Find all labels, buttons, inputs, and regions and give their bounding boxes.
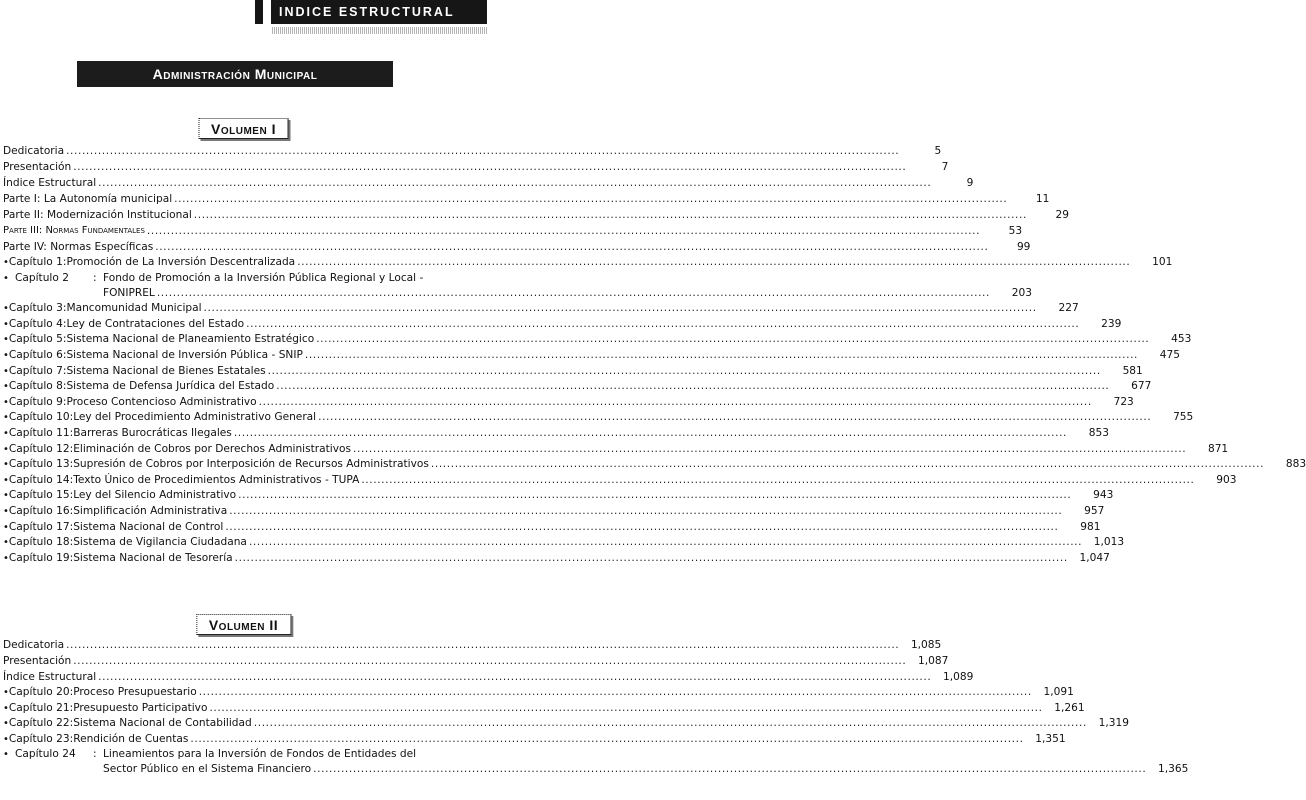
chapter-label: Capítulo 23 [8,732,70,745]
chapter-colon: : [62,333,67,346]
dot-leader [238,488,1071,504]
toc-entry-page: 7 [941,161,949,173]
chapter-page: 475 [1159,348,1181,361]
chapter-label: Capítulo 20 [8,686,70,698]
dot-leader [316,332,1149,348]
toc-entry[interactable] [3,223,1023,239]
chapter-label: Capítulo 6 [8,348,63,361]
toc-entry-page: 1,085 [910,639,942,651]
dot-leader [268,364,1101,380]
dot-leader [66,637,899,653]
chapter-title: Barreras Burocráticas Ilegales [73,426,232,439]
toc-entry[interactable] [3,669,974,685]
toc-chapter-entry[interactable] [3,395,1134,411]
chapter-page: 453 [1171,333,1192,346]
toc-chapter-entry[interactable] [3,520,1101,536]
toc-entry-title: Índice Estructural [3,177,97,189]
chapter-page: 883 [1285,458,1306,471]
chapter-colon: : [62,395,67,408]
chapter-page: 755 [1173,411,1194,424]
dot-leader [98,175,931,191]
toc-entry-page: 1,087 [918,655,949,667]
dot-leader [318,410,1151,426]
toc-entry-title: Dedicatoria [3,145,65,157]
chapter-label: Capítulo 15 [8,489,70,502]
chapter-title: Supresión de Cobros por Interposición de Recursos Administrativos [73,458,429,471]
bullet-icon: • [3,718,9,730]
chapter-label: Capítulo 8 [8,380,63,393]
bullet-icon: • [3,365,9,377]
toc-entry[interactable] [3,191,1050,207]
dot-leader [305,348,1138,364]
chapter-label: Capítulo 4 [8,317,63,330]
dot-leader [209,701,1042,717]
toc-chapter-entry[interactable] [3,747,485,762]
dot-leader [194,207,1027,223]
dot-leader [361,473,1194,489]
dot-leader [235,551,1068,567]
chapter-title: Sistema Nacional de Contabilidad [73,717,252,730]
toc-chapter-entry[interactable] [3,301,1079,317]
chapter-title: Sistema Nacional de Bienes Estatales [66,364,266,377]
dot-leader [353,442,1186,458]
chapter-colon: : [69,442,74,455]
toc-chapter-entry[interactable] [3,255,1173,271]
toc-entry-title: Índice Estructural [3,671,97,683]
chapter-colon: : [93,271,97,284]
chapter-page: 101 [1152,256,1173,268]
chapter-page: 677 [1131,380,1152,393]
chapter-label: Capítulo 10 [8,411,70,424]
toc-chapter-entry[interactable] [3,379,1152,395]
dot-leader [254,716,1087,732]
chapter-title: Mancomunidad Municipal [66,302,202,315]
dot-leader [246,317,1079,333]
chapter-colon: : [69,717,74,730]
bullet-icon: • [3,490,9,502]
chapter-colon: : [62,256,67,268]
bullet-icon: • [3,427,9,439]
chapter-title: Sistema de Defensa Jurídica del Estado [66,380,275,393]
toc-chapter-entry[interactable] [3,271,485,286]
dot-leader [276,379,1109,395]
bullet-icon: • [3,552,9,564]
chapter-label: Capítulo 13 [8,458,70,471]
chapter-page: 1,261 [1054,701,1085,714]
toc-chapter-entry[interactable] [3,732,1066,748]
chapter-colon: : [69,520,74,533]
dot-leader [199,685,1032,701]
toc-chapter-entry[interactable] [3,332,1192,348]
bullet-icon: • [3,272,9,284]
chapter-colon: : [69,551,74,564]
dot-leader [431,457,1264,473]
chapter-label: Capítulo 1 [8,256,63,268]
chapter-colon: : [69,732,74,745]
toc-chapter-entry[interactable] [3,535,1125,551]
toc-volume-1 [3,143,1306,566]
volume-2-title: Volumen II [196,614,291,635]
dot-leader [98,669,931,685]
dot-leader [190,732,1023,748]
chapter-label: Capítulo 17 [8,520,70,533]
chapter-title: Proceso Contencioso Administrativo [66,395,257,408]
bullet-icon: • [3,412,9,424]
chapter-label: Capítulo 16 [8,504,70,517]
chapter-label: Capítulo 11 [8,426,70,439]
chapter-page: 1,047 [1079,551,1110,564]
chapter-label: Capítulo 22 [8,717,70,730]
toc-entry-page: 53 [1008,225,1023,237]
toc-entry[interactable] [3,159,949,175]
toc-chapter-entry[interactable] [3,716,1129,732]
chapter-title: Texto Único de Procedimientos Administrativos - TUPA [73,473,360,486]
chapter-page: 1,013 [1093,536,1125,549]
toc-entry-page: 11 [1035,193,1050,205]
bullet-icon: • [3,505,9,517]
toc-entry[interactable] [3,143,942,159]
toc-entry-page: 5 [934,145,942,157]
dot-leader [259,395,1092,411]
toc-chapter-entry[interactable] [3,504,1105,520]
chapter-colon: : [62,364,67,377]
bullet-icon: • [3,749,9,761]
toc-chapter-entry[interactable] [3,685,1074,701]
section-label: INDICE ESTRUCTURAL [279,5,455,19]
chapter-label: Capítulo 18 [8,536,70,549]
bullet-icon: • [3,521,9,533]
chapter-title: Presupuesto Participativo [73,701,208,714]
toc-volume-2 [3,637,1189,778]
chapter-colon: : [69,504,74,517]
chapter-label: Capítulo 9 [8,395,63,408]
dot-leader [225,520,1058,536]
header-shadow [272,27,487,34]
chapter-colon: : [62,317,67,330]
dot-leader [73,653,906,669]
toc-entry[interactable] [3,239,1031,255]
chapter-title: Simplificación Administrativa [73,504,228,517]
toc-entry-title: Parte II: Modernización Institucional [3,209,192,221]
chapter-colon: : [62,302,67,315]
chapter-title: Ley del Procedimiento Administrativo General [73,411,317,424]
chapter-title: Sistema de Vigilancia Ciudadana [73,536,247,549]
toc-entry-title: Parte IV: Normas Específicas [3,241,154,253]
chapter-colon: : [69,426,74,439]
chapter-label: Capítulo 3 [8,302,63,315]
chapter-page: 1,091 [1043,686,1074,698]
dot-leader [229,504,1062,520]
chapter-colon: : [69,489,74,502]
chapter-page: 723 [1113,395,1134,408]
toc-chapter-entry[interactable] [3,488,1114,504]
toc-chapter-entry[interactable] [3,317,1122,333]
chapter-title: Sistema Nacional de Inversión Pública - SNIP [66,348,303,361]
toc-entry-page: 9 [966,177,974,189]
bullet-icon: • [3,733,9,745]
toc-chapter-entry[interactable] [3,442,1229,458]
dot-leader [204,301,1037,317]
toc-chapter-entry[interactable] [3,701,1085,717]
toc-chapter-entry[interactable] [3,551,1110,567]
chapter-page: 871 [1207,442,1229,455]
chapter-page: 1,365 [1158,763,1189,776]
volume-1-title: Volumen I [198,118,289,139]
toc-chapter-entry[interactable] [3,364,1143,380]
chapter-title: Ley del Silencio Administrativo [73,489,237,502]
chapter-page: 957 [1084,504,1105,517]
chapter-page: 227 [1058,302,1079,315]
toc-entry-page: 1,089 [942,671,974,683]
chapter-label: Capítulo 7 [8,364,63,377]
chapter-title: Rendición de Cuentas [73,732,189,745]
bullet-icon: • [3,702,9,714]
chapter-title: Eliminación de Cobros por Derechos Administrativos [73,442,352,455]
chapter-title: Sistema Nacional de Control [73,520,224,533]
chapter-title: Sistema Nacional de Planeamiento Estratégico [66,333,315,346]
dot-leader [249,535,1082,551]
chapter-page: 943 [1093,489,1114,502]
chapter-label: Capítulo 14 [8,473,70,486]
chapter-label: Capítulo 12 [8,442,70,455]
chapter-title: Fondo de Promoción a la Inversión Pública Regional y Local - [103,271,424,284]
dot-leader [147,223,980,239]
bullet-icon: • [3,687,9,698]
chapter-title: Proceso Presupuestario [73,686,197,698]
toc-entry[interactable] [3,637,942,653]
toc-chapter-entry-continued[interactable] [3,286,1032,302]
chapter-colon: : [69,458,74,471]
header-notch [263,0,271,24]
toc-chapter-entry[interactable] [3,410,1194,426]
chapter-label: Capítulo 24 [15,748,76,761]
bullet-icon: • [3,349,9,361]
toc-chapter-entry[interactable] [3,473,1237,489]
chapter-page: 581 [1122,364,1143,377]
toc-chapter-entry[interactable] [3,426,1110,442]
chapter-title: Sistema Nacional de Tesorería [73,551,233,564]
dot-leader [234,426,1067,442]
chapter-page: 1,319 [1098,717,1129,730]
toc-chapter-entry[interactable] [3,457,1306,473]
bullet-icon: • [3,537,9,549]
chapter-colon: : [62,380,67,393]
toc-entry[interactable] [3,207,1069,223]
bullet-icon: • [3,459,9,471]
bullet-icon: • [3,257,9,268]
toc-entry-title: Presentación [3,161,72,173]
bullet-icon: • [3,396,9,408]
toc-entry[interactable] [3,175,974,191]
chapter-label: Capítulo 2 [15,271,69,284]
chapter-colon: : [69,701,74,714]
chapter-label: Capítulo 19 [8,551,70,564]
chapter-title: Ley de Contrataciones del Estado [66,317,245,330]
toc-entry-page: 29 [1055,209,1069,221]
toc-entry-page: 99 [1016,241,1031,253]
book-title-banner: Administración Municipal [77,61,393,87]
toc-chapter-entry[interactable] [3,348,1181,364]
dot-leader [66,143,899,159]
chapter-title-continued: Sector Público en el Sistema Financiero [103,763,312,776]
toc-chapter-entry-continued[interactable] [3,762,1189,778]
dot-leader [174,191,1007,207]
chapter-title: Lineamientos para la Inversión de Fondos de Entidades del [103,748,417,761]
chapter-title: Promoción de La Inversión Descentralizada [66,256,296,268]
toc-entry[interactable] [3,653,949,669]
dot-leader [155,239,988,255]
bullet-icon: • [3,381,9,393]
bullet-icon: • [3,474,9,486]
toc-entry-title: Dedicatoria [3,639,65,651]
bullet-icon: • [3,334,9,346]
chapter-colon: : [69,473,74,486]
chapter-colon: : [69,686,74,698]
chapter-label: Capítulo 21 [8,701,70,714]
chapter-page: 903 [1216,473,1237,486]
chapter-colon: : [69,411,74,424]
chapter-page: 981 [1080,520,1101,533]
chapter-page: 1,351 [1035,732,1066,745]
toc-entry-title: Parte I: La Autonomía municipal [3,193,173,205]
toc-entry-title: Presentación [3,655,72,667]
chapter-title-continued: FONIPREL [103,286,155,299]
dot-leader [313,762,1146,778]
chapter-label: Capítulo 5 [8,333,63,346]
toc-entry-title: Parte III: Normas Fundamentales [3,225,145,236]
section-header-tab [255,0,487,24]
chapter-page: 203 [1011,286,1032,299]
bullet-icon: • [3,303,9,315]
dot-leader [157,286,990,302]
chapter-page: 239 [1101,317,1122,330]
dot-leader [297,255,1130,271]
dot-leader [73,159,906,175]
chapter-colon: : [93,748,97,761]
bullet-icon: • [3,318,9,330]
chapter-colon: : [62,348,67,361]
bullet-icon: • [3,443,9,455]
chapter-colon: : [69,536,74,549]
chapter-page: 853 [1088,426,1110,439]
